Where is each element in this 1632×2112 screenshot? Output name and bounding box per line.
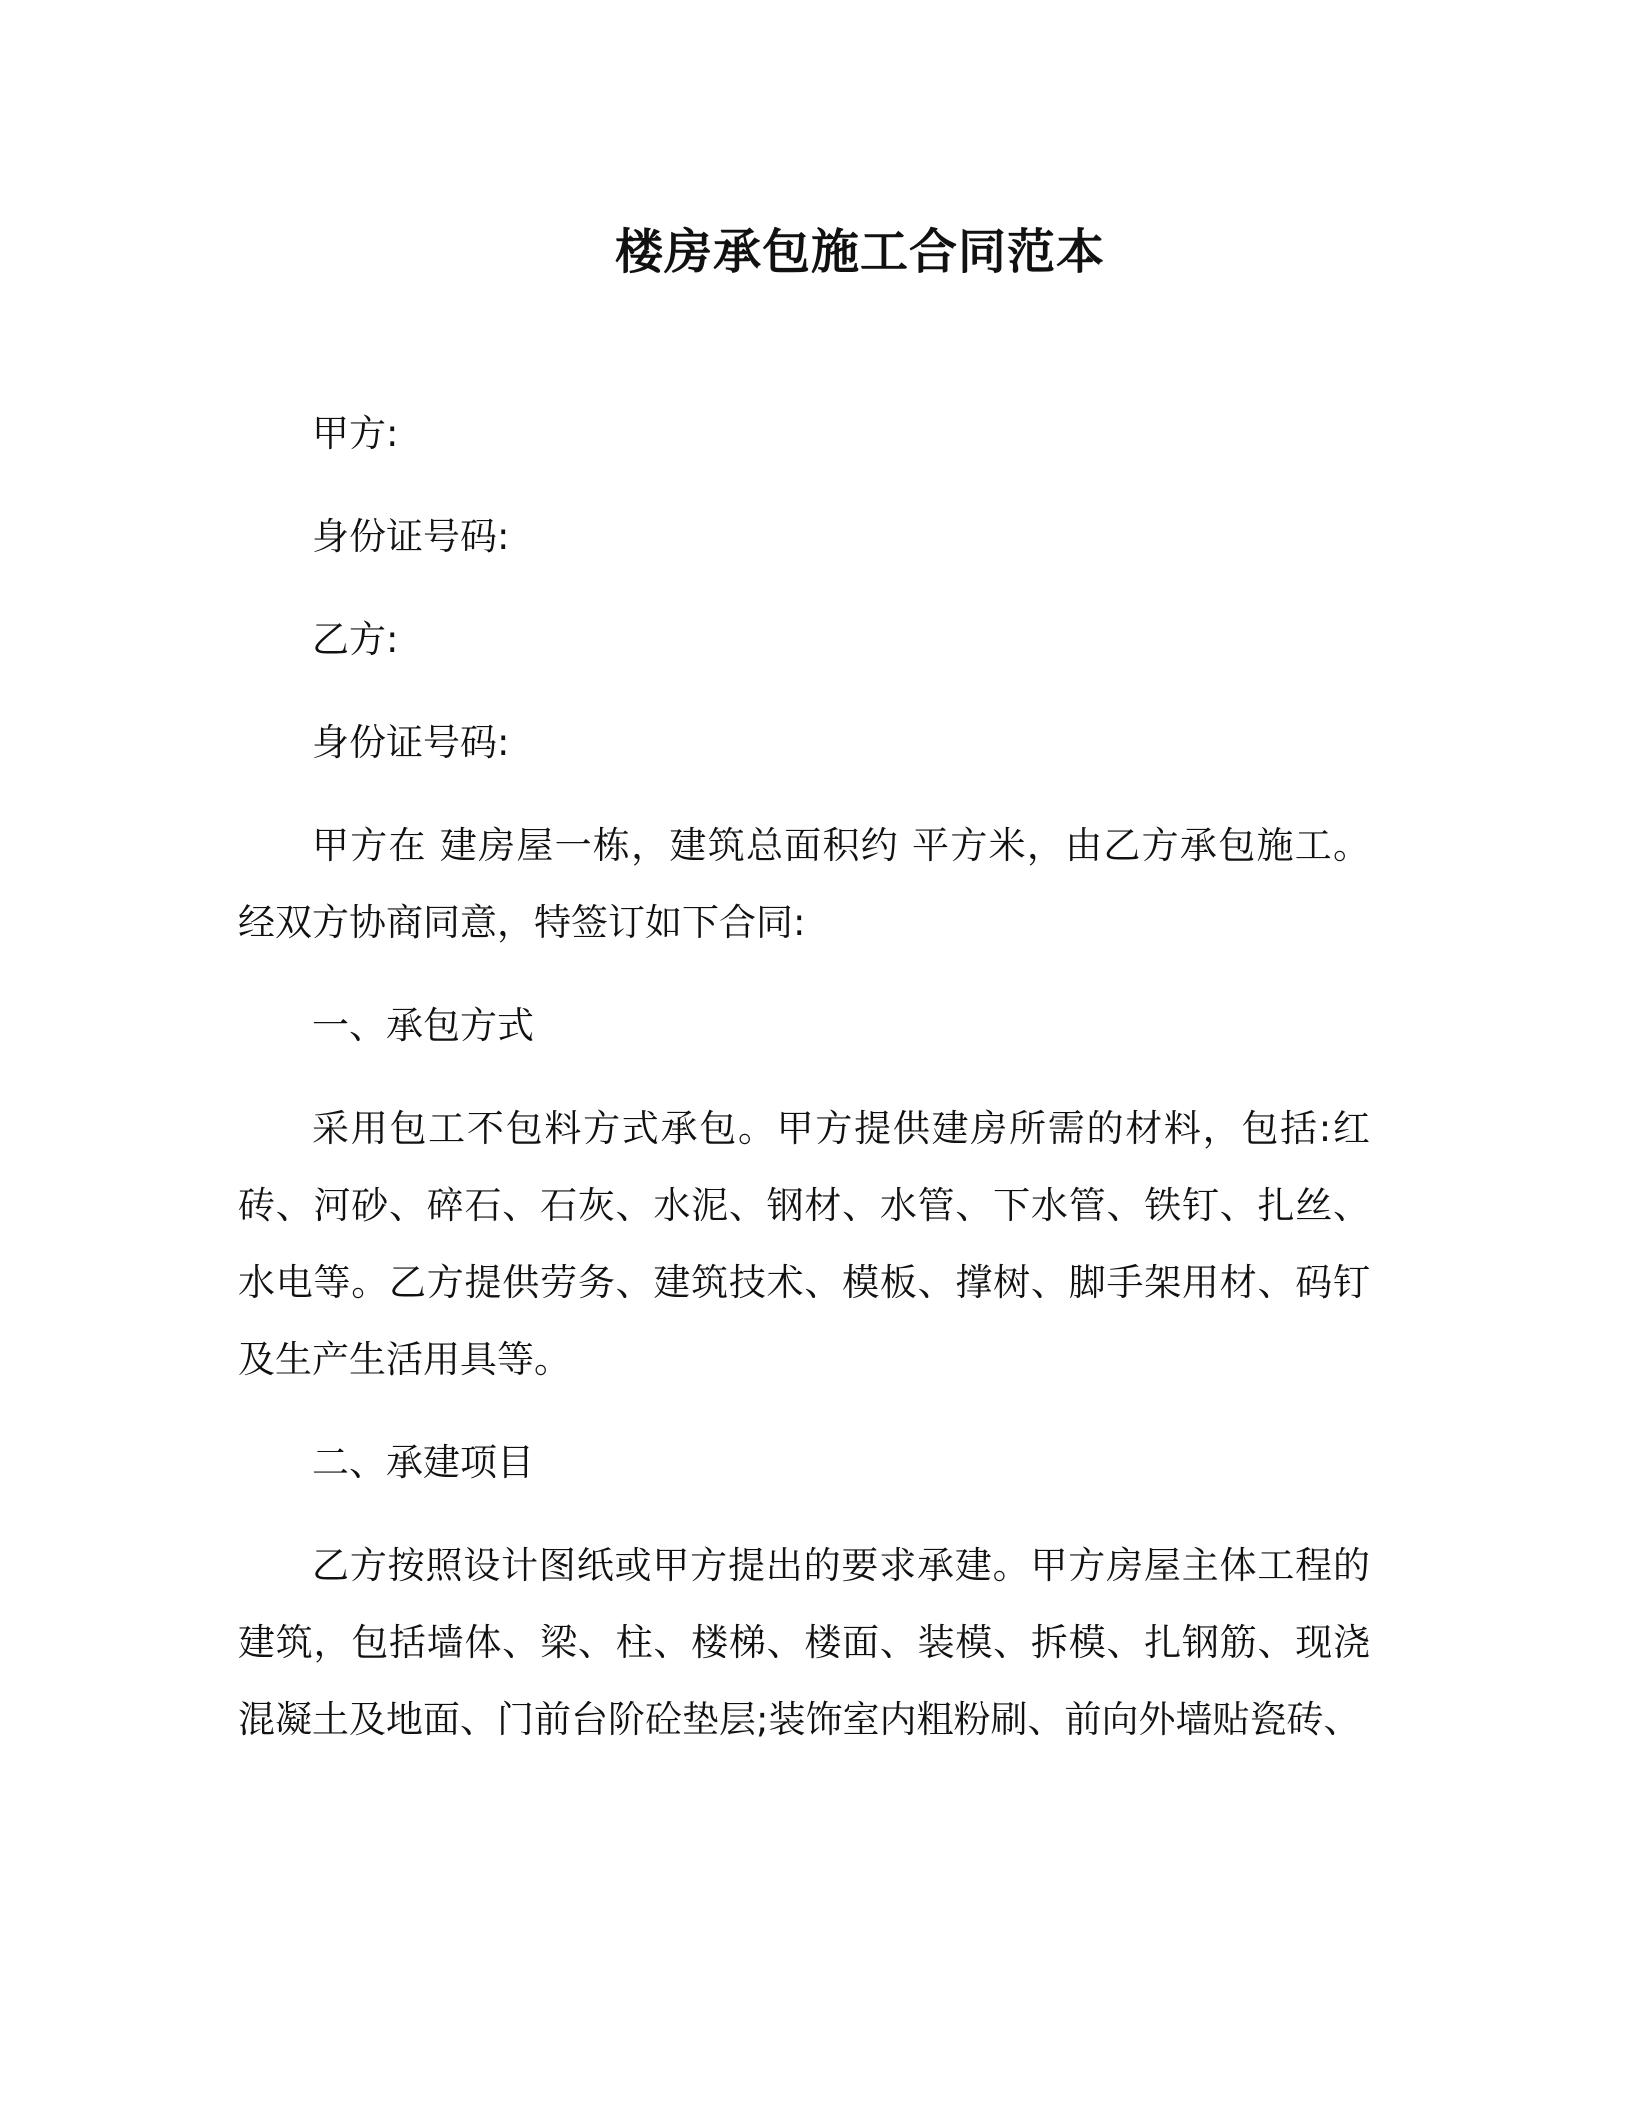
section-1-paragraph: 采用包工不包料方式承包。甲方提供建房所需的材料，包括:红砖、河砂、碎石、石灰、水泥、钢材、水管、下水管、铁钉、扎丝、水电等。乙方提供劳务、建筑技术、模板、撑树、脚手架用材、码钉及生产生活用具等。: [238, 1107, 1370, 1381]
party-a-id-field: 身份证号码:: [312, 515, 510, 558]
section-2-paragraph: 乙方按照设计图纸或甲方提出的要求承建。甲方房屋主体工程的建筑，包括墙体、梁、柱、楼梯、楼面、装模、拆模、扎钢筋、现浇混凝土及地面、门前台阶砼垫层;装饰室内粗粉刷、前向外墙贴瓷砖、: [238, 1544, 1370, 1741]
party-b-id-field: 身份证号码:: [312, 721, 510, 764]
section-1-heading: 一、承包方式: [312, 1004, 534, 1047]
intro-paragraph: 甲方在 建房屋一栋，建筑总面积约 平方米，由乙方承包施工。经双方协商同意，特签订如下合同:: [238, 824, 1370, 944]
party-a-field: 甲方:: [312, 412, 399, 455]
document-body: [238, 395, 1370, 1784]
party-b-field: 乙方:: [312, 618, 399, 661]
section-2-heading: 二、承建项目: [312, 1441, 534, 1484]
document-title: 楼房承包施工合同范本: [614, 224, 1105, 280]
